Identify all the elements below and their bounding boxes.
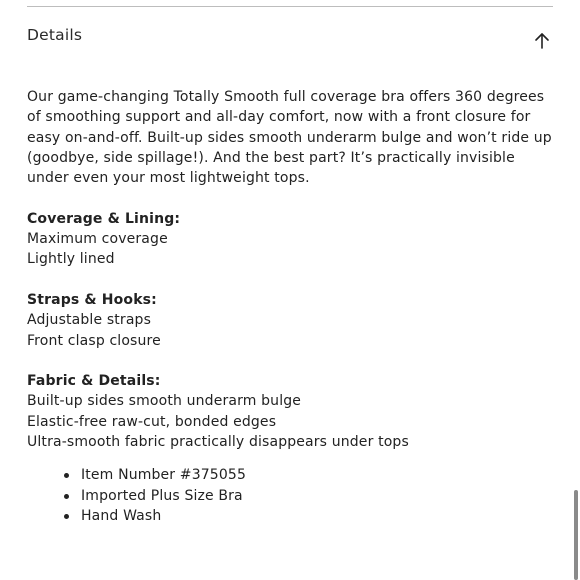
list-item-text: Imported Plus Size Bra	[81, 487, 243, 504]
coverage-lining-group	[27, 209, 553, 270]
group-line: Adjustable straps	[27, 312, 152, 329]
group-line: Elastic-free raw-cut, bonded edges	[27, 413, 277, 430]
details-accordion-header[interactable]	[27, 24, 553, 56]
bullet-icon	[64, 473, 69, 478]
fabric-details-group	[27, 371, 553, 452]
product-info-list	[27, 465, 553, 527]
straps-hooks-group	[27, 290, 553, 351]
group-line: Ultra-smooth fabric practically disappears under tops	[27, 434, 409, 451]
group-line: Built-up sides smooth underarm bulge	[27, 393, 302, 410]
list-item	[27, 465, 553, 486]
details-content	[27, 87, 553, 527]
bullet-icon	[64, 514, 69, 519]
group-line: Front clasp closure	[27, 332, 161, 349]
group-line: Maximum coverage	[27, 231, 168, 248]
list-item	[27, 506, 553, 527]
arrow-up-icon	[531, 30, 553, 52]
bullet-icon	[64, 494, 69, 499]
product-description: Our game-changing Totally Smooth full coverage bra offers 360 degrees of smoothing support and all-day comfort, now with a front closure for easy on-and-off. Built-up sides smooth underarm bulge and won’t ride up (goodbye, side spillage!). And the best part? It’s practically invisible under even your most lightweight tops.	[27, 89, 552, 187]
section-title: Details	[27, 26, 83, 44]
group-line: Lightly lined	[27, 251, 115, 268]
scrollbar[interactable]	[574, 490, 578, 580]
group-heading: Straps & Hooks:	[27, 291, 157, 308]
list-item	[27, 486, 553, 507]
section-divider	[27, 6, 553, 7]
list-item-text: Hand Wash	[81, 508, 162, 525]
list-item-text: Item Number #375055	[81, 467, 247, 484]
group-heading: Coverage & Lining:	[27, 210, 181, 227]
collapse-toggle[interactable]	[531, 30, 553, 52]
group-heading: Fabric & Details:	[27, 373, 161, 390]
